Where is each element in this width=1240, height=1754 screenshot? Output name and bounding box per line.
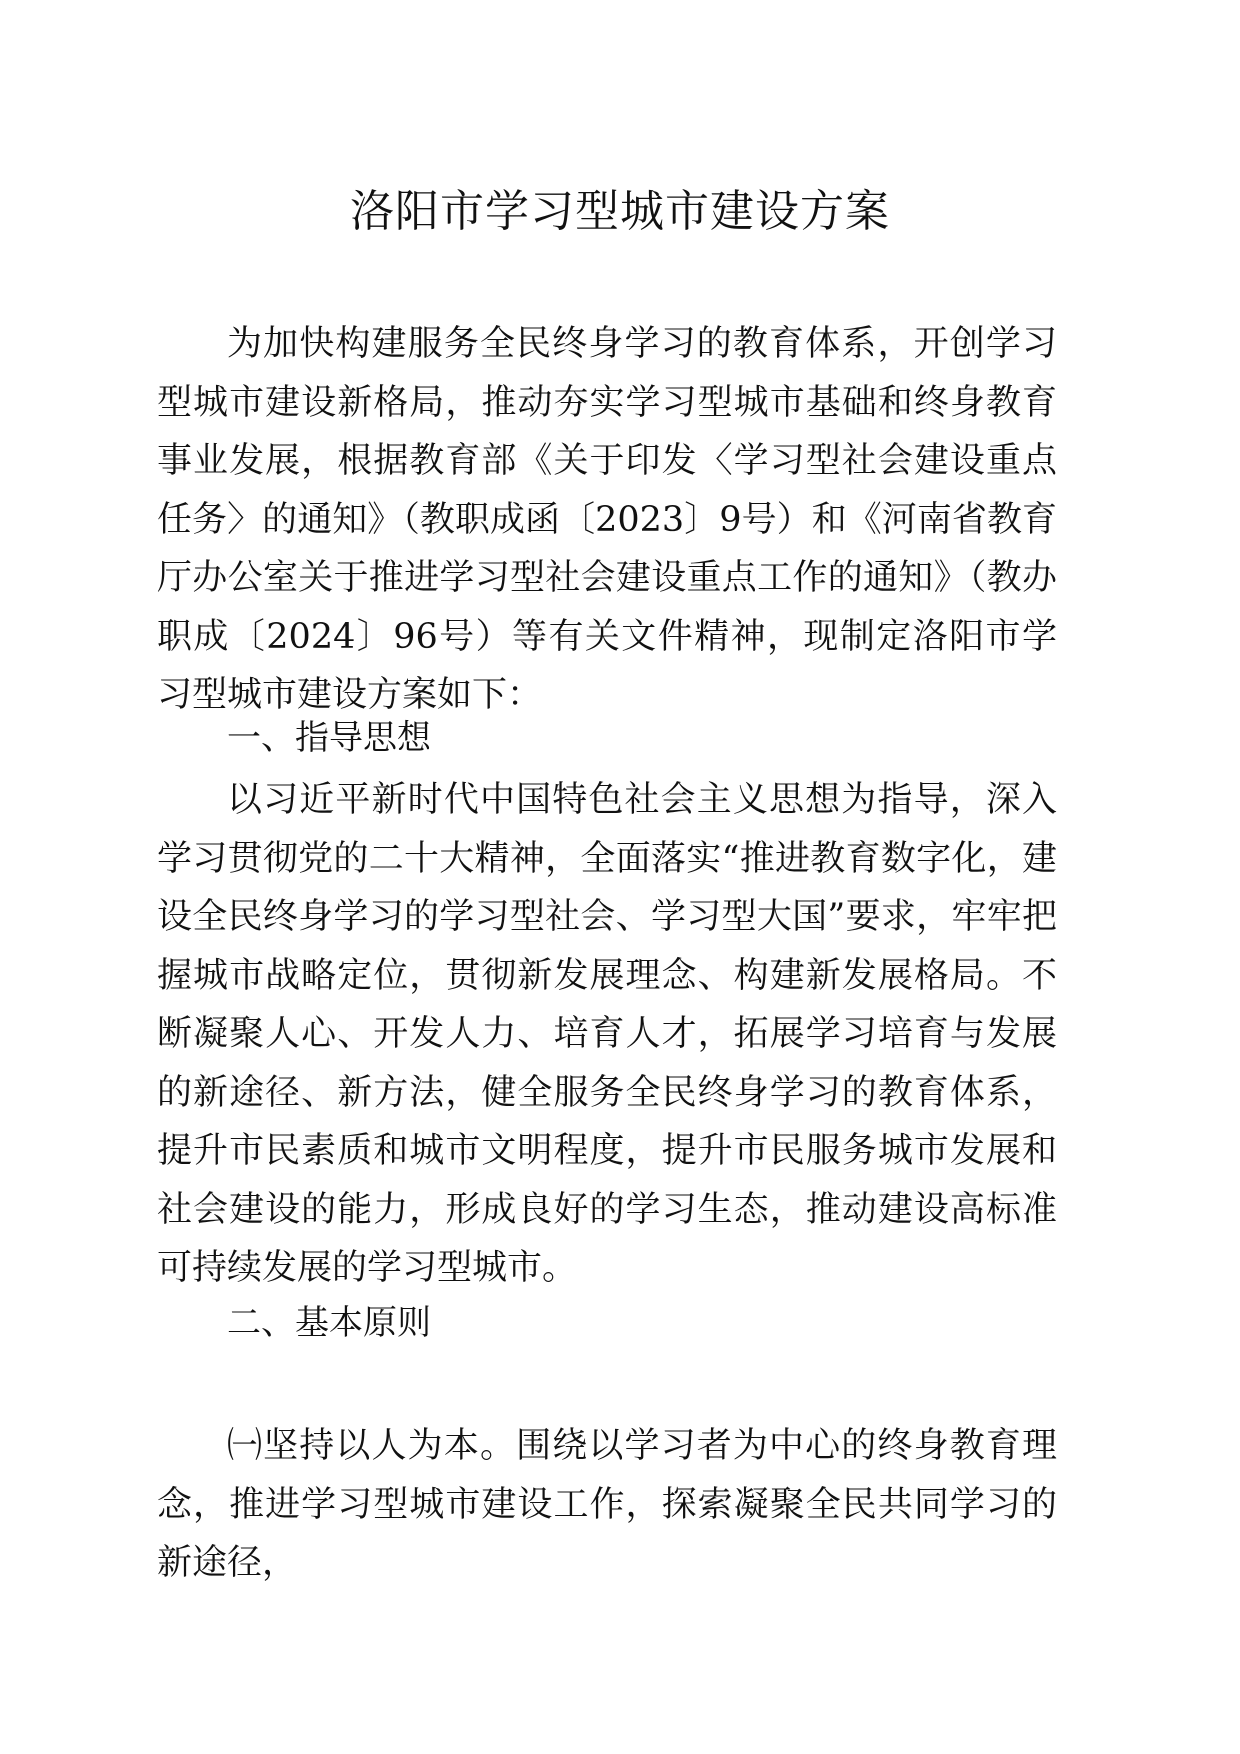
principle-paragraph: ㈠坚持以人为本。围绕以学习者为中心的终身教育理念，推进学习型城市建设工作，探索凝聚全民共同学习的新途径， xyxy=(157,1426,1057,1583)
section-heading-basic-principles: 二、基本原则 xyxy=(227,1303,431,1343)
intro-paragraph: 为加快构建服务全民终身学习的教育体系，开创学习型城市建设新格局，推动夯实学习型城市基础和终身教育事业发展，根据教育部《关于印发〈学习型社会建设重点任务〉的通知》（教职成函〔2023〕9号）和《河南省教育厅办公室关于推进学习型社会建设重点工作的通知》（教办职成〔2024〕96号）等有关文件精神，现制定洛阳市学习型城市建设方案如下： xyxy=(157,324,1057,715)
section-heading-guiding-ideology: 一、指导思想 xyxy=(227,718,431,758)
document-title: 洛阳市学习型城市建设方案 xyxy=(350,186,890,237)
guiding-ideology-paragraph: 以习近平新时代中国特色社会主义思想为指导，深入学习贯彻党的二十大精神，全面落实“推进教育数字化，建设全民终身学习的学习型社会、学习型大国”要求，牢牢把握城市战略定位，贯彻新发展理念、构建新发展格局。不断凝聚人心、开发人力、培育人才，拓展学习培育与发展的新途径、新方法，健全服务全民终身学习的教育体系，提升市民素质和城市文明程度，提升市民服务城市发展和社会建设的能力，形成良好的学习生态，推动建设高标准可持续发展的学习型城市。 xyxy=(157,780,1057,1288)
